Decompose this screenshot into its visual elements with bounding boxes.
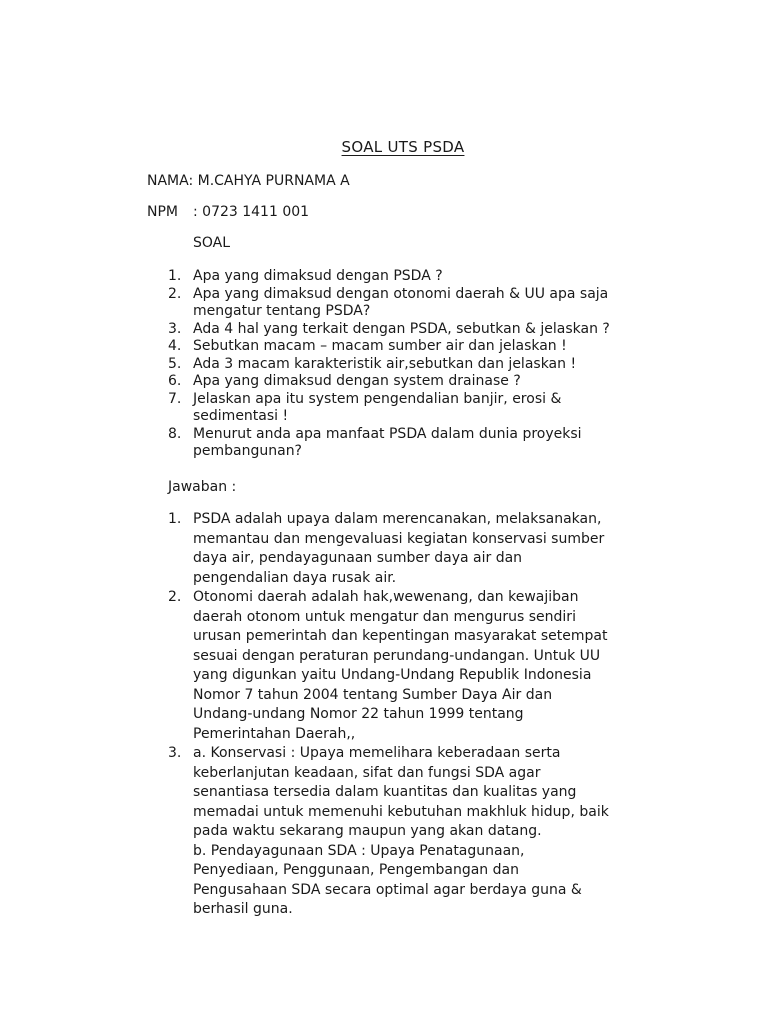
answer-list — [168, 510, 688, 920]
answer-text: a. Konservasi : Upaya memelihara keberadaan serta — [193, 745, 561, 761]
question-number: 1. — [168, 268, 182, 284]
question-item — [168, 338, 688, 356]
answer-text: daerah otonom untuk mengatur dan mengurus sendiri — [193, 608, 576, 625]
question-text: Apa yang dimaksud dengan PSDA ? — [193, 268, 443, 284]
answer-text: b. Pendayagunaan SDA : Upaya Penatagunaan, — [193, 842, 525, 859]
question-item — [168, 268, 688, 286]
answer-item — [168, 588, 688, 744]
answer-text: sesuai dengan peraturan perundang-undangan. Untuk UU — [193, 647, 601, 664]
question-text: mengatur tentang PSDA? — [193, 303, 371, 319]
answer-number: 1. — [168, 511, 182, 527]
answer-number: 2. — [168, 589, 182, 605]
answer-text: Pemerintahan Daerah,, — [193, 725, 356, 742]
question-item — [168, 321, 688, 339]
questions-heading: SOAL — [193, 235, 231, 251]
answer-text: Nomor 7 tahun 2004 tentang Sumber Daya Air dan — [193, 686, 553, 703]
question-item — [168, 426, 688, 461]
question-item — [168, 286, 688, 321]
answer-text: daya air, pendayagunaan sumber daya air dan — [193, 550, 523, 566]
question-item — [168, 356, 688, 374]
question-text: sedimentasi ! — [193, 408, 289, 424]
question-number: 3. — [168, 320, 182, 337]
question-text: Ada 3 macam karakteristik air,sebutkan dan jelaskan ! — [193, 355, 577, 372]
student-npm — [147, 204, 309, 220]
answer-text: keberlanjutan keadaan, sifat dan fungsi SDA agar — [193, 764, 541, 781]
question-number: 8. — [168, 425, 182, 442]
question-text: Ada 4 hal yang terkait dengan PSDA, sebutkan & jelaskan ? — [193, 320, 610, 337]
question-text: Apa yang dimaksud dengan system drainase ? — [193, 373, 521, 389]
question-number: 5. — [168, 355, 182, 372]
answer-text: pengendalian daya rusak air. — [193, 569, 397, 586]
question-item — [168, 391, 688, 426]
answer-text: senantiasa tersedia dalam kuantitas dan kualitas yang — [193, 784, 577, 800]
npm-value: : 0723 1411 001 — [193, 204, 310, 220]
answer-text: Undang-undang Nomor 22 tahun 1999 tentang — [193, 706, 524, 722]
answer-text: yang digunkan yaitu Undang-Undang Republik Indonesia — [193, 667, 592, 683]
question-text: Menurut anda apa manfaat PSDA dalam dunia proyeksi — [193, 425, 582, 442]
answer-text: Pengusahaan SDA secara optimal agar berdaya guna & — [193, 881, 582, 898]
npm-label: NPM — [147, 204, 178, 220]
answer-text: urusan pemerintah dan kepentingan masyarakat setempat — [193, 628, 608, 644]
answer-text: berhasil guna. — [193, 901, 293, 917]
answer-number: 3. — [168, 745, 182, 761]
question-number: 4. — [168, 338, 182, 354]
answer-text: Penyediaan, Penggunaan, Pengembangan dan — [193, 862, 519, 878]
answers-heading: Jawaban : — [168, 479, 237, 495]
question-text: Apa yang dimaksud dengan otonomi daerah & UU apa saja — [193, 285, 609, 302]
question-number: 6. — [168, 373, 182, 389]
question-number: 7. — [168, 390, 182, 407]
question-text: pembangunan? — [193, 443, 302, 459]
answer-text: Otonomi daerah adalah hak,wewenang, dan kewajiban — [193, 589, 579, 605]
document-title: SOAL UTS PSDA — [341, 138, 465, 156]
answer-text: memantau dan mengevaluasi kegiatan konservasi sumber — [193, 530, 605, 547]
answer-text: memadai untuk memenuhi kebutuhan makhluk hidup, baik — [193, 803, 609, 820]
question-number: 2. — [168, 285, 182, 302]
answer-text: pada waktu sekarang maupun yang akan datang. — [193, 823, 542, 839]
question-item — [168, 373, 688, 391]
student-name: NAMA: M.CAHYA PURNAMA A — [147, 173, 350, 189]
answer-item — [168, 510, 688, 588]
question-text: Sebutkan macam – macam sumber air dan jelaskan ! — [193, 338, 567, 354]
question-text: Jelaskan apa itu system pengendalian banjir, erosi & — [193, 390, 562, 407]
answer-text: PSDA adalah upaya dalam merencanakan, melaksanakan, — [193, 511, 602, 527]
answer-item — [168, 744, 688, 920]
question-list — [168, 268, 688, 461]
